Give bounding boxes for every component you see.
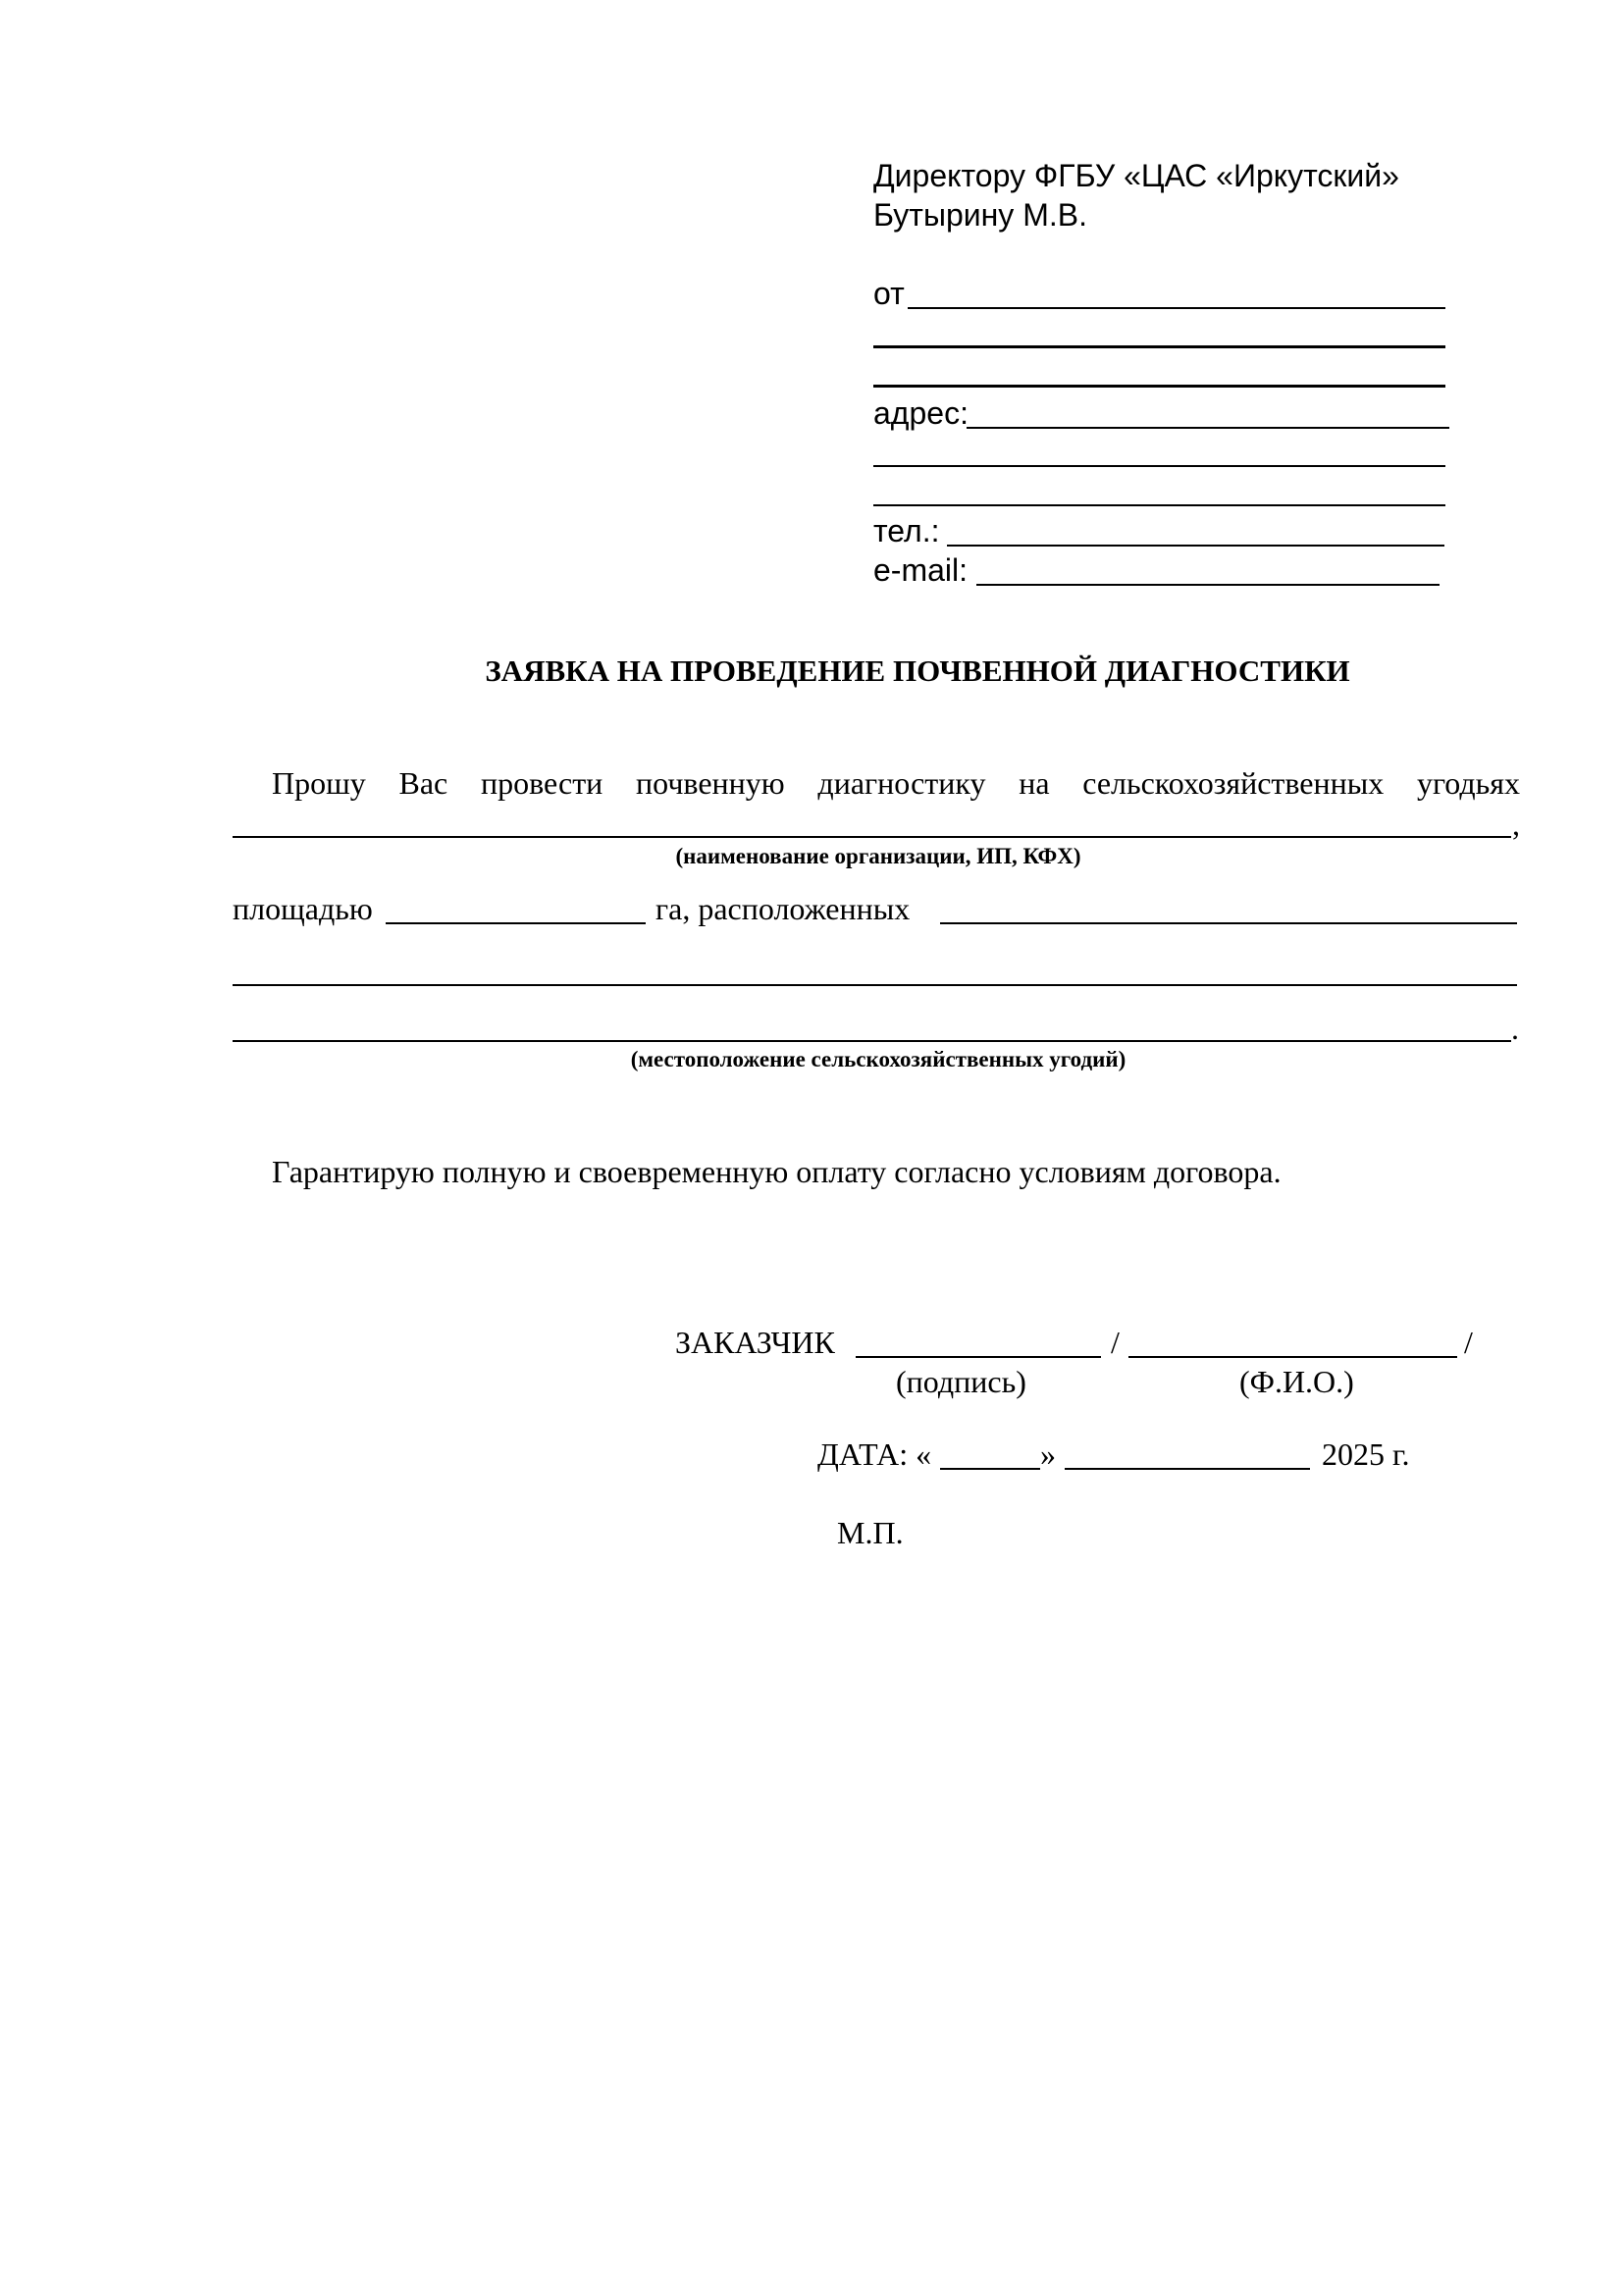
location-caption: (местоположение сельскохозяйственных угодий) [630,1047,1126,1071]
from-label: от [873,276,905,311]
date-quote-close: » [1040,1436,1056,1472]
guarantee-text: Гарантирую полную и своевременную оплату согласно условиям договора. [272,1154,1282,1189]
request-word: провести [480,765,603,801]
area-label: площадью [233,891,373,926]
addressee-line-1: Директору ФГБУ «ЦАС «Иркутский» [873,158,1399,193]
addressee-line-2: Бутырину М.В. [873,197,1087,233]
email-label: e-mail: [873,552,969,588]
signature-end-slash: / [1464,1325,1473,1360]
customer-label: ЗАКАЗЧИК [675,1325,835,1360]
signature-field-line[interactable] [856,1356,1101,1358]
location-line-period: . [1511,1011,1519,1046]
location-field-line-2[interactable] [233,984,1517,986]
address-field-line-2[interactable] [873,465,1445,467]
request-word: почвенную [636,765,785,801]
organization-line-comma: , [1512,807,1520,842]
organization-field-line[interactable] [233,836,1511,838]
signature-separator: / [1111,1325,1120,1360]
signature-caption: (подпись) [896,1364,1026,1399]
document-title: ЗАЯВКА НА ПРОВЕДЕНИЕ ПОЧВЕННОЙ ДИАГНОСТИКИ [485,653,1350,688]
request-word: диагностику [817,765,986,801]
organization-caption: (наименование организации, ИП, КФХ) [675,844,1081,868]
location-field-line-3[interactable] [233,1040,1511,1042]
phone-field-line[interactable] [947,545,1444,547]
date-day-field-line[interactable] [940,1468,1040,1470]
full-name-field-line[interactable] [1128,1356,1457,1358]
request-word: Вас [398,765,448,801]
stamp-placeholder: М.П. [837,1515,904,1550]
email-field-line[interactable] [976,584,1440,586]
date-year: 2025 г. [1322,1436,1410,1472]
address-field-line-3[interactable] [873,504,1445,506]
request-word: угодьях [1416,765,1520,801]
date-month-field-line[interactable] [1065,1468,1310,1470]
request-line [272,767,1520,799]
from-field-line-2[interactable] [873,345,1445,348]
location-field-line-1[interactable] [940,922,1517,924]
from-field-line-1[interactable] [908,307,1445,309]
address-label: адрес: [873,395,969,431]
full-name-caption: (Ф.И.О.) [1239,1364,1354,1399]
from-field-line-3[interactable] [873,385,1445,388]
phone-label: тел.: [873,513,940,548]
date-label: ДАТА: « [817,1436,932,1472]
area-unit-label: га, расположенных [655,891,911,926]
area-field-line[interactable] [386,922,646,924]
address-field-line-1[interactable] [967,427,1449,429]
request-word: Прошу [272,765,366,801]
request-word: на [1019,765,1050,801]
request-word: сельскохозяйственных [1082,765,1385,801]
